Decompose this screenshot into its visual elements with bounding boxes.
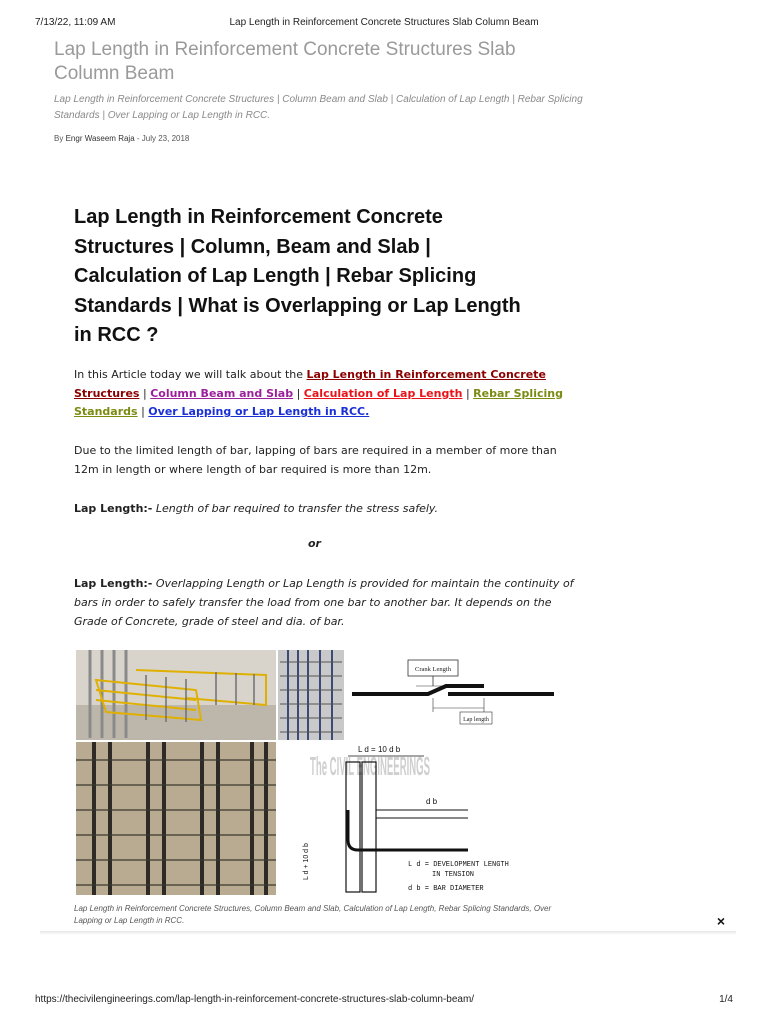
or-text: or (308, 537, 321, 550)
print-header (35, 17, 733, 31)
intro-paragraph (74, 366, 574, 422)
definition-1-term: Lap Length:- (74, 502, 153, 515)
pipe-separator: | (296, 386, 301, 400)
print-page-number: 1/4 (719, 994, 733, 1005)
figure-collage (76, 650, 558, 895)
db-label: d b (426, 797, 438, 806)
post-date: July 23, 2018 (141, 134, 190, 143)
print-page-title: Lap Length in Reinforcement Concrete Structures Slab Column Beam (229, 17, 539, 28)
byline (54, 134, 189, 143)
post-title: Lap Length in Reinforcement Concrete Structures Slab Column Beam (54, 39, 516, 84)
link-column-beam-slab[interactable]: Column Beam and Slab (150, 386, 294, 400)
link-over-lapping[interactable]: Over Lapping or Lap Length in RCC. (148, 405, 370, 418)
byline-separator: - (136, 134, 140, 143)
by-label: By (54, 134, 64, 143)
print-datetime: 7/13/22, 11:09 AM (35, 17, 116, 28)
close-icon[interactable]: × (716, 913, 726, 929)
post-subtitle: Lap Length in Reinforcement Concrete Structures | Column Beam and Slab | Calculation of Lap Length | Rebar Splicing Standards | Over Lapping or Lap Length in RCC. (54, 94, 583, 121)
development-length-diagram (278, 742, 558, 895)
definition-1 (74, 499, 574, 518)
ld-vertical-label: L d + 10 d b (303, 843, 310, 880)
definition-2-term: Lap Length:- (74, 577, 153, 590)
article-heading: Lap Length in Reinforcement Concrete Structures | Column, Beam and Slab | Calculation of Lap Length | Rebar Splicing Standards | What is Overlapping or Lap Length in RCC ? (74, 206, 521, 346)
crank-length-diagram (346, 650, 558, 740)
legend-development-length: L d = DEVELOPMENT LENGTH (408, 861, 509, 869)
intro-prefix: In this Article today we will talk about the (74, 368, 307, 381)
link-lap-length-rcs[interactable]: Lap Length in Reinforcement Concrete Structures (74, 368, 546, 400)
lap-length-label: Lap length (463, 717, 489, 723)
pipe-separator: | (141, 405, 145, 418)
rebar-cage-photo (76, 742, 276, 895)
ad-bar-divider (40, 931, 736, 935)
paragraph-bar-length: Due to the limited length of bar, lapping of bars are required in a member of more than 12m in length or where length of bar required is more than 12m. (74, 444, 557, 476)
definition-2 (74, 574, 574, 631)
crank-length-label: Crank Length (415, 666, 451, 673)
watermark: The CIVIL ENGINEERINGS (310, 751, 430, 781)
column-cage-photo (278, 650, 344, 740)
author-link[interactable]: Engr Waseem Raja (65, 134, 135, 143)
print-footer (35, 994, 733, 1008)
link-rebar-splicing[interactable]: Rebar Splicing Standards (74, 386, 563, 418)
legend-in-tension: IN TENSION (432, 871, 475, 879)
legend-bar-diameter: d b = BAR DIAMETER (408, 885, 484, 893)
link-calculation-lap-length[interactable]: Calculation of Lap Length (303, 386, 463, 400)
pipe-separator: | (465, 386, 470, 400)
lap-length-figure (76, 650, 558, 895)
ld-top-label: L d = 10 d b (358, 745, 401, 754)
definition-1-text: Length of bar required to transfer the stress safely. (152, 502, 439, 515)
definition-2-text: Overlapping Length or Lap Length is provided for maintain the continuity of bars in order to safely transfer the load from one bar to another bar. It depends on the Grade of Concrete, grade of steel and dia. of bar. (74, 577, 574, 628)
figure-caption: Lap Length in Reinforcement Concrete Structures, Column Beam and Slab, Calculation of Lap Length, Rebar Splicing Standards, Over Lapping or Lap Length in RCC. (74, 904, 552, 925)
pipe-separator: | (142, 386, 147, 400)
print-url: https://thecivilengineerings.com/lap-length-in-reinforcement-concrete-structures-slab-column-beam/ (35, 994, 475, 1005)
beam-column-photo (76, 650, 276, 740)
